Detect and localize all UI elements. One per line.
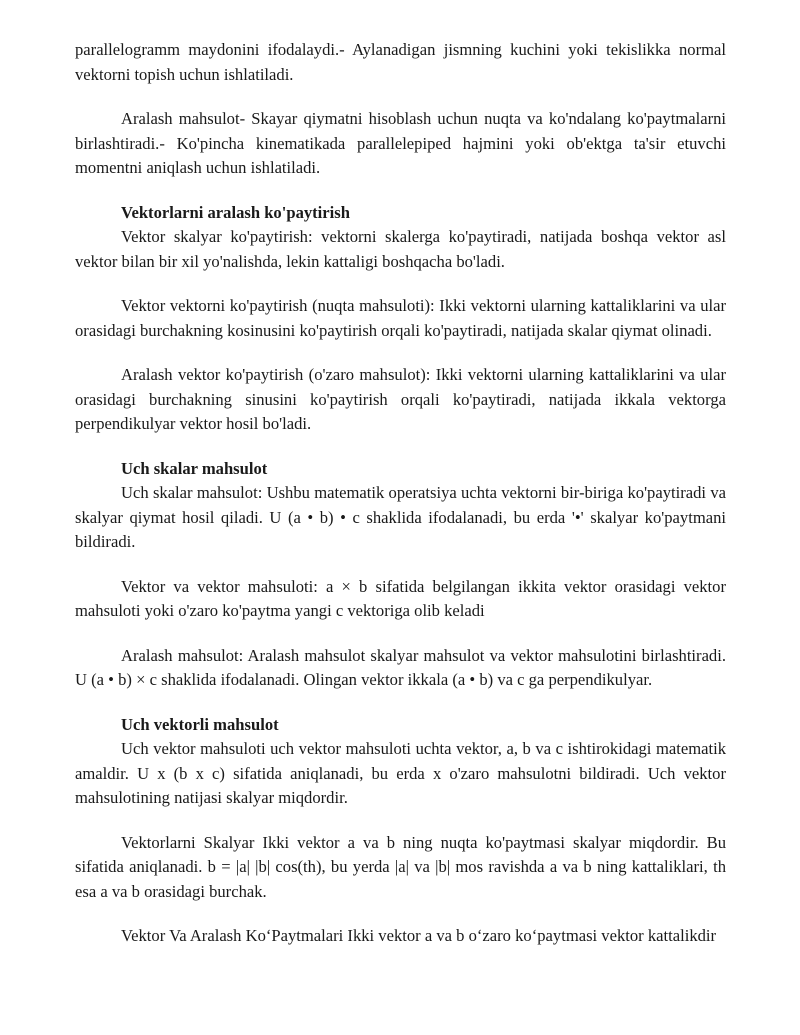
paragraph: Vektor va vektor mahsuloti: a × b sifatida belgilangan ikkita vektor orasidagi vektor mahsuloti yoki o'zaro ko'paytma yangi c vektoriga olib keladi [75, 576, 726, 620]
section-heading: Vektorlarni aralash ko'paytirish [121, 202, 350, 222]
paragraph: Vektor vektorni ko'paytirish (nuqta mahsuloti): Ikki vektorni ularning kattaliklarini va ular orasidagi burchakning kosinusini ko'paytirish orqali ko'paytiradi, natijada skalar qiymat olinadi. [75, 296, 726, 340]
section-heading: Uch vektorli mahsulot [121, 714, 279, 734]
paragraph: Aralash mahsulot- Skayar qiymatni hisoblash uchun nuqta va ko'ndalang ko'paytmalarni birlashtiradi.- Ko'pincha kinematikada parallelepiped hajmini yoki ob'ektga ta'sir etuvchi momentni aniqlash uchun ishlatiladi. [75, 109, 726, 177]
section-heading: Uch skalar mahsulot [121, 458, 268, 478]
paragraph: Aralash mahsulot: Aralash mahsulot skalyar mahsulot va vektor mahsulotini birlashtiradi. U (a • b) × c shaklida ifodalanadi. Olingan vektor ikkala (a • b) va c ga perpendikulyar. [75, 645, 726, 689]
document-page [75, 38, 726, 949]
paragraph: Aralash vektor ko'paytirish (o'zaro mahsulot): Ikki vektorni ularning kattaliklarini va ular orasidagi burchakning sinusini ko'paytirish orqali ko'paytiradi, natijada ikkala vektorga perpendikulyar vektor hosil bo'ladi. [75, 365, 726, 433]
paragraph: Vektor Va Aralash Ko‘Paytmalari Ikki vektor a va b o‘zaro ko‘paytmasi vektor kattalikdir [121, 926, 717, 945]
paragraph: Vektor skalyar ko'paytirish: vektorni skalerga ko'paytiradi, natijada boshqa vektor asl vektor bilan bir xil yo'nalishda, lekin kattaligi boshqacha bo'ladi. [75, 227, 726, 271]
paragraph: Vektorlarni Skalyar Ikki vektor a va b ning nuqta ko'paytmasi skalyar miqdordir. Bu sifatida aniqlanadi. b = |a| |b| cos(th), bu yerda |a| va |b| mos ravishda a va b ning kattaliklari, th esa a va b orasidagi burchak. [75, 832, 726, 901]
paragraph: Uch skalar mahsulot: Ushbu matematik operatsiya uchta vektorni bir-biriga ko'paytiradi va skalyar qiymat hosil qiladi. U (a • b) • c shaklida ifodalanadi, bu erda '•' skalyar ko'paytmani bildiradi. [75, 483, 726, 551]
paragraph: parallelogramm maydonini ifodalaydi.- Aylanadigan jismning kuchini yoki tekislikka normal vektorni topish uchun ishlatiladi. [75, 40, 726, 84]
paragraph: Uch vektor mahsuloti uch vektor mahsuloti uchta vektor, a, b va c ishtirokidagi matematik amaldir. U x (b x c) sifatida aniqlanadi, bu erda x o'zaro mahsulotni bildiradi. Uch vektor mahsulotining natijasi skalyar miqdordir. [75, 739, 726, 807]
